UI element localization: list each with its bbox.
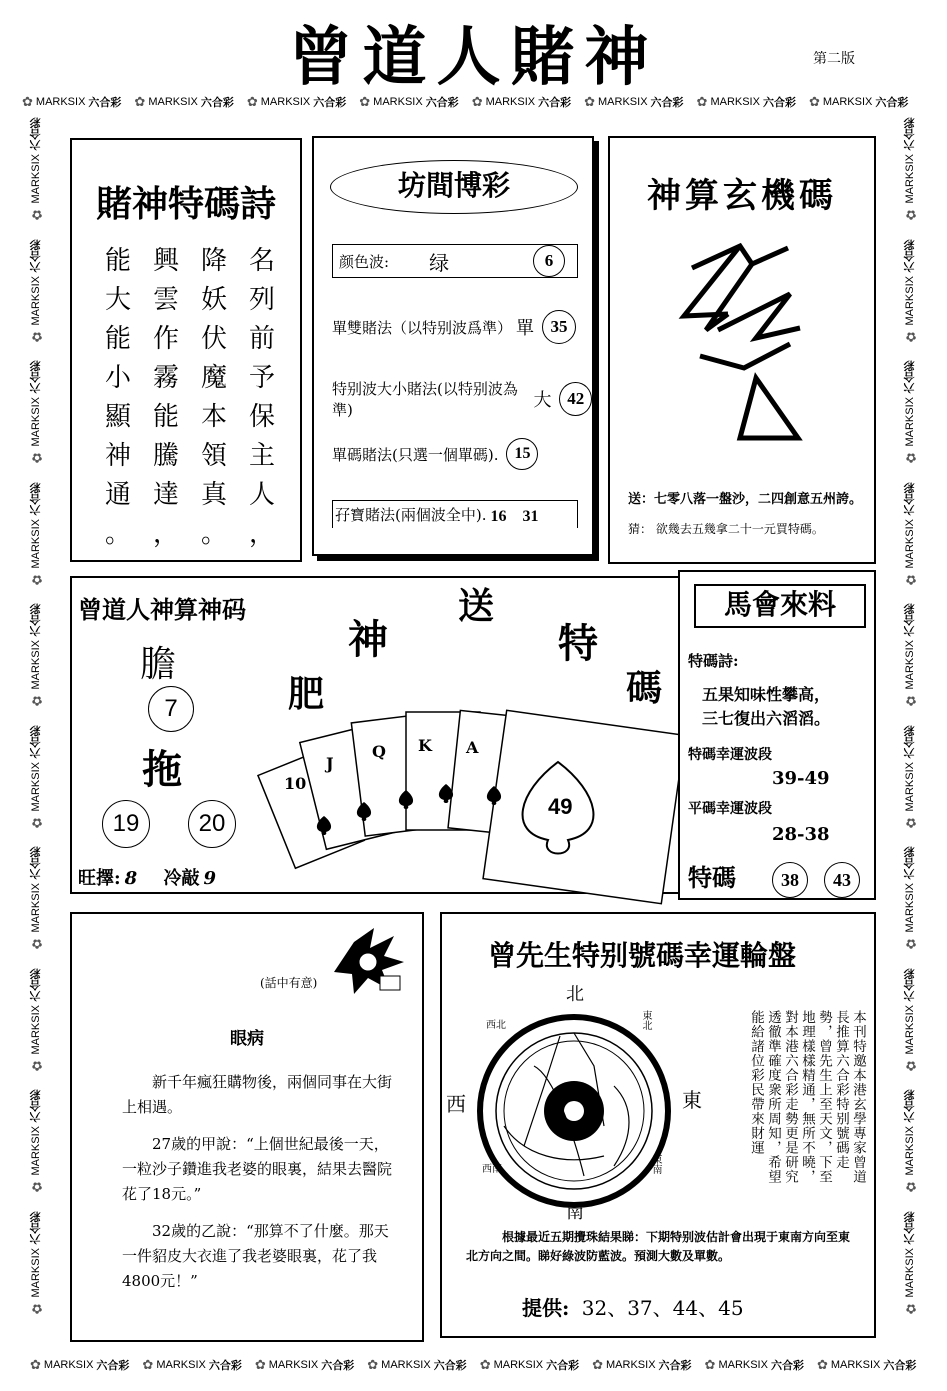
banner-text: MARKSIX: [904, 640, 916, 690]
left-banner: [22, 118, 50, 1343]
banner-text-cn: 六合彩: [88, 97, 122, 109]
poem-char: 達: [152, 480, 179, 510]
flower-icon: ✿: [902, 935, 918, 951]
banner-item: [902, 1090, 918, 1194]
banner-item: [28, 483, 44, 587]
lottery-number: 15: [506, 438, 538, 470]
fortune-wheel: [464, 1006, 684, 1216]
lottery-row-double: [332, 500, 578, 528]
banner-text: MARKSIX: [30, 518, 42, 569]
poem-char: 小: [104, 363, 131, 393]
flower-icon: ✿: [902, 1300, 918, 1316]
banner-text: MARKSIX: [904, 154, 916, 204]
flower-icon: ✿: [816, 1357, 828, 1372]
banner-text: MARKSIX: [904, 1004, 916, 1055]
banner-item: [28, 969, 44, 1073]
flower-icon: ✿: [28, 1300, 44, 1316]
zeng-box: [70, 576, 266, 894]
banner-text: MARKSIX: [268, 1359, 319, 1371]
flower-icon: ✿: [28, 692, 44, 708]
wheel-southeast: 東南: [650, 1154, 661, 1174]
banner-text-cn: 六合彩: [30, 239, 42, 273]
banner-text-cn: 六合彩: [30, 118, 42, 151]
banner-text-cn: 六合彩: [904, 239, 916, 273]
card-char-te: 特: [558, 621, 598, 667]
flower-icon: ✿: [28, 328, 44, 344]
joke-tag: (話中有意): [260, 976, 318, 990]
poem-box: [70, 138, 302, 562]
poem-char: 主: [248, 441, 275, 471]
wheel-northeast: 東北: [640, 1010, 651, 1030]
banner-text: MARKSIX: [373, 96, 423, 108]
wheel-box: [440, 912, 876, 1338]
ace-number: 49: [548, 794, 573, 819]
banner-item: [902, 118, 918, 222]
joke-title: 眼病: [230, 1029, 264, 1049]
mystery-box: [608, 136, 876, 564]
banner-text-cn: 六合彩: [433, 1360, 467, 1372]
banner-item: [902, 969, 918, 1073]
banner-text-cn: 六合彩: [321, 1360, 355, 1372]
banner-text-cn: 六合彩: [30, 604, 42, 638]
mystery-title: 神算玄機碼: [647, 176, 837, 216]
banner-text: MARKSIX: [30, 275, 42, 326]
poem-char: 予: [248, 363, 275, 393]
poem-char: 真: [200, 480, 227, 510]
poem-char: ，: [248, 519, 275, 549]
banner-item: [134, 94, 233, 110]
banner-text-cn: 六合彩: [875, 97, 909, 109]
poem-char: 前: [248, 324, 275, 354]
banner-text-cn: 六合彩: [904, 604, 916, 638]
wheel-east: 東: [682, 1088, 702, 1112]
banner-text: MARKSIX: [904, 275, 916, 326]
flower-icon: ✿: [902, 692, 918, 708]
banner-text-cn: 六合彩: [96, 1360, 130, 1372]
flower-icon: ✿: [28, 571, 44, 587]
horse-special-label: 特碼: [688, 863, 736, 892]
banner-text: MARKSIX: [260, 96, 311, 108]
banner-text-cn: 六合彩: [30, 968, 42, 1002]
lottery-label: 單雙賭法（以特别波爲準）: [332, 318, 513, 337]
banner-text: MARKSIX: [904, 1126, 916, 1176]
flower-icon: ✿: [902, 814, 918, 830]
banner-text-cn: 六合彩: [904, 725, 916, 759]
banner-text-cn: 六合彩: [904, 1090, 916, 1124]
banner-text: MARKSIX: [30, 1247, 42, 1298]
bottom-banner: [30, 1356, 917, 1374]
flower-icon: ✿: [28, 206, 44, 222]
poem-char: 保: [248, 402, 275, 432]
poem-char: 能: [104, 324, 131, 354]
lottery-value: 绿: [429, 250, 450, 275]
flower-icon: ✿: [471, 94, 483, 109]
horse-band-1-label: 特碼幸運波段: [688, 747, 772, 763]
poem-char: 領: [200, 441, 227, 471]
banner-text-cn: 六合彩: [30, 361, 42, 395]
card-label-k: K: [418, 736, 432, 755]
flower-icon: ✿: [359, 94, 371, 109]
flower-icon: ✿: [246, 94, 258, 109]
flower-icon: ✿: [584, 94, 596, 109]
zeng-number-1: 7: [148, 686, 194, 732]
banner-text-cn: 六合彩: [30, 1090, 42, 1124]
banner-text-cn: 六合彩: [904, 361, 916, 395]
flower-icon: ✿: [134, 94, 146, 109]
poem-grid: [94, 240, 286, 549]
banner-text-cn: 六合彩: [770, 1360, 804, 1372]
zeng-word-2: 拖: [142, 746, 182, 793]
flower-icon: ✿: [28, 1178, 44, 1194]
banner-item: [809, 94, 908, 110]
banner-item: [28, 361, 44, 465]
banner-text: MARKSIX: [148, 96, 198, 108]
card-char-ma: 碼: [626, 668, 663, 709]
zeng-wang-value: 8: [124, 868, 138, 889]
flower-icon: ✿: [902, 206, 918, 222]
wheel-south: 南: [566, 1202, 584, 1223]
banner-item: [28, 604, 44, 708]
zeng-wang-label: 旺擇:: [78, 868, 121, 889]
flower-icon: ✿: [30, 1357, 41, 1372]
flower-icon: ✿: [254, 1357, 266, 1372]
lottery-numbers: 16 31: [490, 508, 539, 525]
banner-text: MARKSIX: [30, 640, 42, 690]
horse-special-number-2: 43: [824, 862, 860, 898]
poem-char: 興: [152, 246, 179, 276]
banner-item: [22, 94, 121, 110]
banner-item: [28, 118, 44, 222]
banner-text-cn: 六合彩: [30, 847, 42, 881]
banner-text: MARKSIX: [830, 1359, 881, 1371]
wheel-southwest: 西南: [482, 1164, 502, 1175]
banner-text: MARKSIX: [606, 1359, 656, 1371]
card-label-a: A: [466, 738, 479, 757]
flower-icon: ✿: [902, 449, 918, 465]
flower-icon: ✿: [367, 1357, 379, 1372]
horse-special-number-1: 38: [772, 862, 808, 898]
joke-box: [70, 912, 424, 1342]
mystery-verse-2: 猜： 欲幾去五幾拿二十一元買特碼。: [628, 522, 824, 536]
banner-text-cn: 六合彩: [904, 118, 916, 151]
lottery-label: 特别波大小賭法(以特别波為準): [332, 380, 518, 419]
banner-text-cn: 六合彩: [425, 97, 459, 109]
banner-text-cn: 六合彩: [650, 97, 684, 109]
mystery-verse-1: 送：七零八落一盤沙，二四創意五州誇。: [628, 492, 863, 507]
banner-text: MARKSIX: [30, 154, 42, 204]
banner-item: [902, 726, 918, 830]
horse-band-2-label: 平碼幸運波段: [688, 801, 772, 817]
flower-icon: ✿: [28, 814, 44, 830]
banner-text-cn: 六合彩: [904, 847, 916, 881]
poem-char: 降: [200, 246, 227, 276]
card-char-song: 送: [458, 586, 495, 627]
banner-text: MARKSIX: [30, 1004, 42, 1055]
lottery-value: 單: [516, 318, 535, 339]
banner-text-cn: 六合彩: [904, 1211, 916, 1245]
poem-char: 人: [248, 480, 275, 510]
banner-text: MARKSIX: [30, 397, 42, 447]
zeng-sha-value: 9: [203, 868, 216, 889]
banner-text: MARKSIX: [35, 96, 86, 108]
card-char-fei: 肥: [288, 674, 325, 715]
poem-char: 伏: [200, 324, 227, 354]
poem-char: 顯: [104, 402, 131, 432]
card-label-q: Q: [372, 742, 386, 761]
flower-icon: ✿: [592, 1357, 604, 1372]
banner-text-cn: 六合彩: [30, 725, 42, 759]
banner-item: [705, 1357, 804, 1373]
banner-text: MARKSIX: [598, 96, 648, 108]
lottery-row-color: [332, 244, 578, 278]
banner-text: MARKSIX: [156, 1359, 206, 1371]
banner-text: MARKSIX: [904, 1247, 916, 1298]
banner-text: MARKSIX: [904, 518, 916, 569]
banner-text: MARKSIX: [904, 397, 916, 447]
playing-cards: [266, 698, 678, 894]
flower-icon: ✿: [479, 1357, 491, 1372]
jester-illustration: [324, 922, 408, 998]
horse-poem-label: 特碼詩:: [688, 652, 739, 670]
banner-item: [480, 1357, 579, 1373]
lottery-label: 單碼賭法(只選一個單碼).: [332, 445, 499, 464]
banner-item: [30, 1357, 129, 1373]
poem-char: 騰: [152, 441, 179, 471]
flower-icon: ✿: [28, 449, 44, 465]
horse-poem-line-1: 五果知味性攀高，: [702, 685, 831, 704]
lottery-row-odd-even: [332, 310, 592, 344]
flower-icon: ✿: [142, 1357, 154, 1372]
banner-text: MARKSIX: [904, 883, 916, 933]
banner-item: [817, 1357, 916, 1373]
lottery-value: 大: [533, 390, 552, 411]
flower-icon: ✿: [28, 1057, 44, 1073]
banner-text-cn: 六合彩: [883, 1360, 917, 1372]
lottery-label: 颜色波:: [339, 252, 390, 271]
zeng-word-1: 膽: [140, 644, 177, 685]
banner-item: [28, 1212, 44, 1316]
wheel-side-text: 本刊特邀本港玄學專家曾道長推算六合彩特别號碼走勢，曾先生上至天文，下至地理樣樣精通，無所不曉，對本港六合彩走勢更是研究透徹準確度衆所周知，希望能給諸位彩民帶來財運: [748, 1010, 866, 1184]
wheel-northwest: 西北: [486, 1020, 506, 1031]
banner-text: MARKSIX: [381, 1359, 431, 1371]
horse-band-1: 39-49: [772, 768, 830, 789]
poem-char: 通: [104, 480, 131, 510]
zeng-sha-label: 冷敲: [163, 868, 200, 889]
joke-paragraph: 32歲的乙說：“那算不了什麼。那天一件貂皮大衣進了我老婆眼裏，花了我4800元！”: [122, 1222, 389, 1290]
horse-box: [678, 570, 876, 900]
zeng-title: 曾道人神算神码: [78, 596, 246, 624]
banner-text: MARKSIX: [718, 1359, 768, 1371]
flower-icon: ✿: [704, 1357, 716, 1372]
banner-text: MARKSIX: [43, 1359, 94, 1371]
horse-title: 馬會來料: [694, 584, 866, 628]
lottery-box: [312, 136, 594, 556]
banner-text-cn: 六合彩: [658, 1360, 692, 1372]
lottery-label: 孖寶賭法(兩個波全中).: [335, 506, 487, 524]
zeng-wang: [78, 864, 216, 890]
poem-char: ，: [152, 519, 179, 549]
flower-icon: ✿: [902, 571, 918, 587]
banner-text: MARKSIX: [485, 96, 536, 108]
mystery-glyph: [670, 238, 830, 448]
card-char-shen: 神: [348, 617, 388, 663]
banner-item: [28, 847, 44, 951]
banner-item: [255, 1357, 354, 1373]
joke-text: [122, 1070, 402, 1306]
banner-text: MARKSIX: [493, 1359, 544, 1371]
wheel-provide: [522, 1292, 744, 1321]
edition-label: 第二版: [813, 51, 855, 67]
card-label-10: 10: [284, 774, 307, 793]
banner-item: [902, 240, 918, 344]
joke-paragraph: 27歲的甲說：“上個世紀最後一天，一粒沙子鑽進我老婆的眼裏，結果去醫院花了18元。”: [122, 1135, 393, 1203]
banner-item: [902, 847, 918, 951]
poem-char: 名: [248, 246, 275, 276]
poem-char: 本: [200, 402, 227, 432]
poem-char: 能: [152, 402, 179, 432]
right-banner: [896, 118, 924, 1343]
page-title: 曾道人賭神: [288, 20, 659, 95]
card-label-j: J: [326, 754, 334, 773]
flower-icon: ✿: [808, 94, 820, 109]
banner-text-cn: 六合彩: [904, 482, 916, 516]
horse-poem-line-2: 三七復出六滔滔。: [702, 709, 831, 728]
wheel-note: 根據最近五期攪珠結果睇：下期特别波估計會出現于東南方向至東北方向之間。睇好綠波防藍波。預測大數及單數。: [466, 1230, 851, 1263]
joke-paragraph: 新千年瘋狂購物後，兩個同事在大街上相遇。: [122, 1073, 393, 1116]
banner-item: [697, 94, 796, 110]
banner-item: [902, 1212, 918, 1316]
poem-char: 大: [104, 285, 131, 315]
lottery-number: 35: [542, 310, 576, 344]
banner-text: MARKSIX: [30, 761, 42, 812]
zeng-number-3: 20: [188, 800, 236, 848]
lottery-row-single: [332, 438, 592, 470]
lottery-number: 6: [533, 245, 565, 277]
banner-text: MARKSIX: [822, 96, 873, 108]
poem-char: 作: [152, 324, 179, 354]
lottery-row-big-small: [332, 378, 592, 420]
banner-item: [28, 726, 44, 830]
poem-char: 神: [104, 441, 131, 471]
banner-text-cn: 六合彩: [30, 1211, 42, 1245]
flower-icon: ✿: [902, 1178, 918, 1194]
cards-panel: [266, 576, 678, 894]
banner-text-cn: 六合彩: [208, 1360, 242, 1372]
banner-text-cn: 六合彩: [538, 97, 572, 109]
wheel-west: 西: [446, 1092, 466, 1116]
wheel-title: 曾先生特别號碼幸運輪盤: [488, 939, 797, 972]
flower-icon: ✿: [696, 94, 708, 109]
lottery-title: 坊間博彩: [330, 160, 578, 214]
banner-text-cn: 六合彩: [762, 97, 796, 109]
poem-char: 魔: [200, 363, 227, 393]
banner-item: [592, 1357, 691, 1373]
poem-char: 列: [248, 285, 275, 315]
banner-text-cn: 六合彩: [546, 1360, 580, 1372]
banner-text: MARKSIX: [904, 761, 916, 812]
banner-item: [28, 1090, 44, 1194]
flower-icon: ✿: [902, 328, 918, 344]
banner-text-cn: 六合彩: [313, 97, 347, 109]
poem-char: 。: [104, 519, 131, 549]
top-banner: [22, 94, 922, 110]
banner-text-cn: 六合彩: [30, 482, 42, 516]
wheel-provide-numbers: 32、37、44、45: [581, 1296, 744, 1320]
poem-char: 妖: [200, 285, 227, 315]
wheel-north: 北: [566, 984, 584, 1005]
banner-item: [142, 1357, 241, 1373]
banner-item: [28, 240, 44, 344]
banner-item: [584, 94, 683, 110]
flower-icon: ✿: [28, 935, 44, 951]
flower-icon: ✿: [902, 1057, 918, 1073]
lottery-number: 42: [559, 382, 592, 416]
poem-char: 。: [200, 519, 227, 549]
banner-item: [359, 94, 458, 110]
banner-item: [247, 94, 346, 110]
horse-band-2: 28-38: [772, 824, 830, 845]
flower-icon: ✿: [22, 94, 33, 109]
banner-text-cn: 六合彩: [904, 968, 916, 1002]
banner-text-cn: 六合彩: [200, 97, 234, 109]
banner-item: [367, 1357, 466, 1373]
poem-char: 能: [104, 246, 131, 276]
banner-text: MARKSIX: [30, 1126, 42, 1176]
banner-item: [902, 604, 918, 708]
banner-text: MARKSIX: [30, 883, 42, 933]
banner-text: MARKSIX: [710, 96, 760, 108]
wheel-provide-label: 提供:: [522, 1296, 570, 1320]
poem-title: 賭神特碼詩: [95, 184, 276, 225]
banner-item: [902, 483, 918, 587]
zeng-number-2: 19: [102, 800, 150, 848]
banner-item: [902, 361, 918, 465]
banner-item: [472, 94, 571, 110]
poem-char: 霧: [152, 363, 179, 393]
poem-char: 雲: [152, 285, 179, 315]
